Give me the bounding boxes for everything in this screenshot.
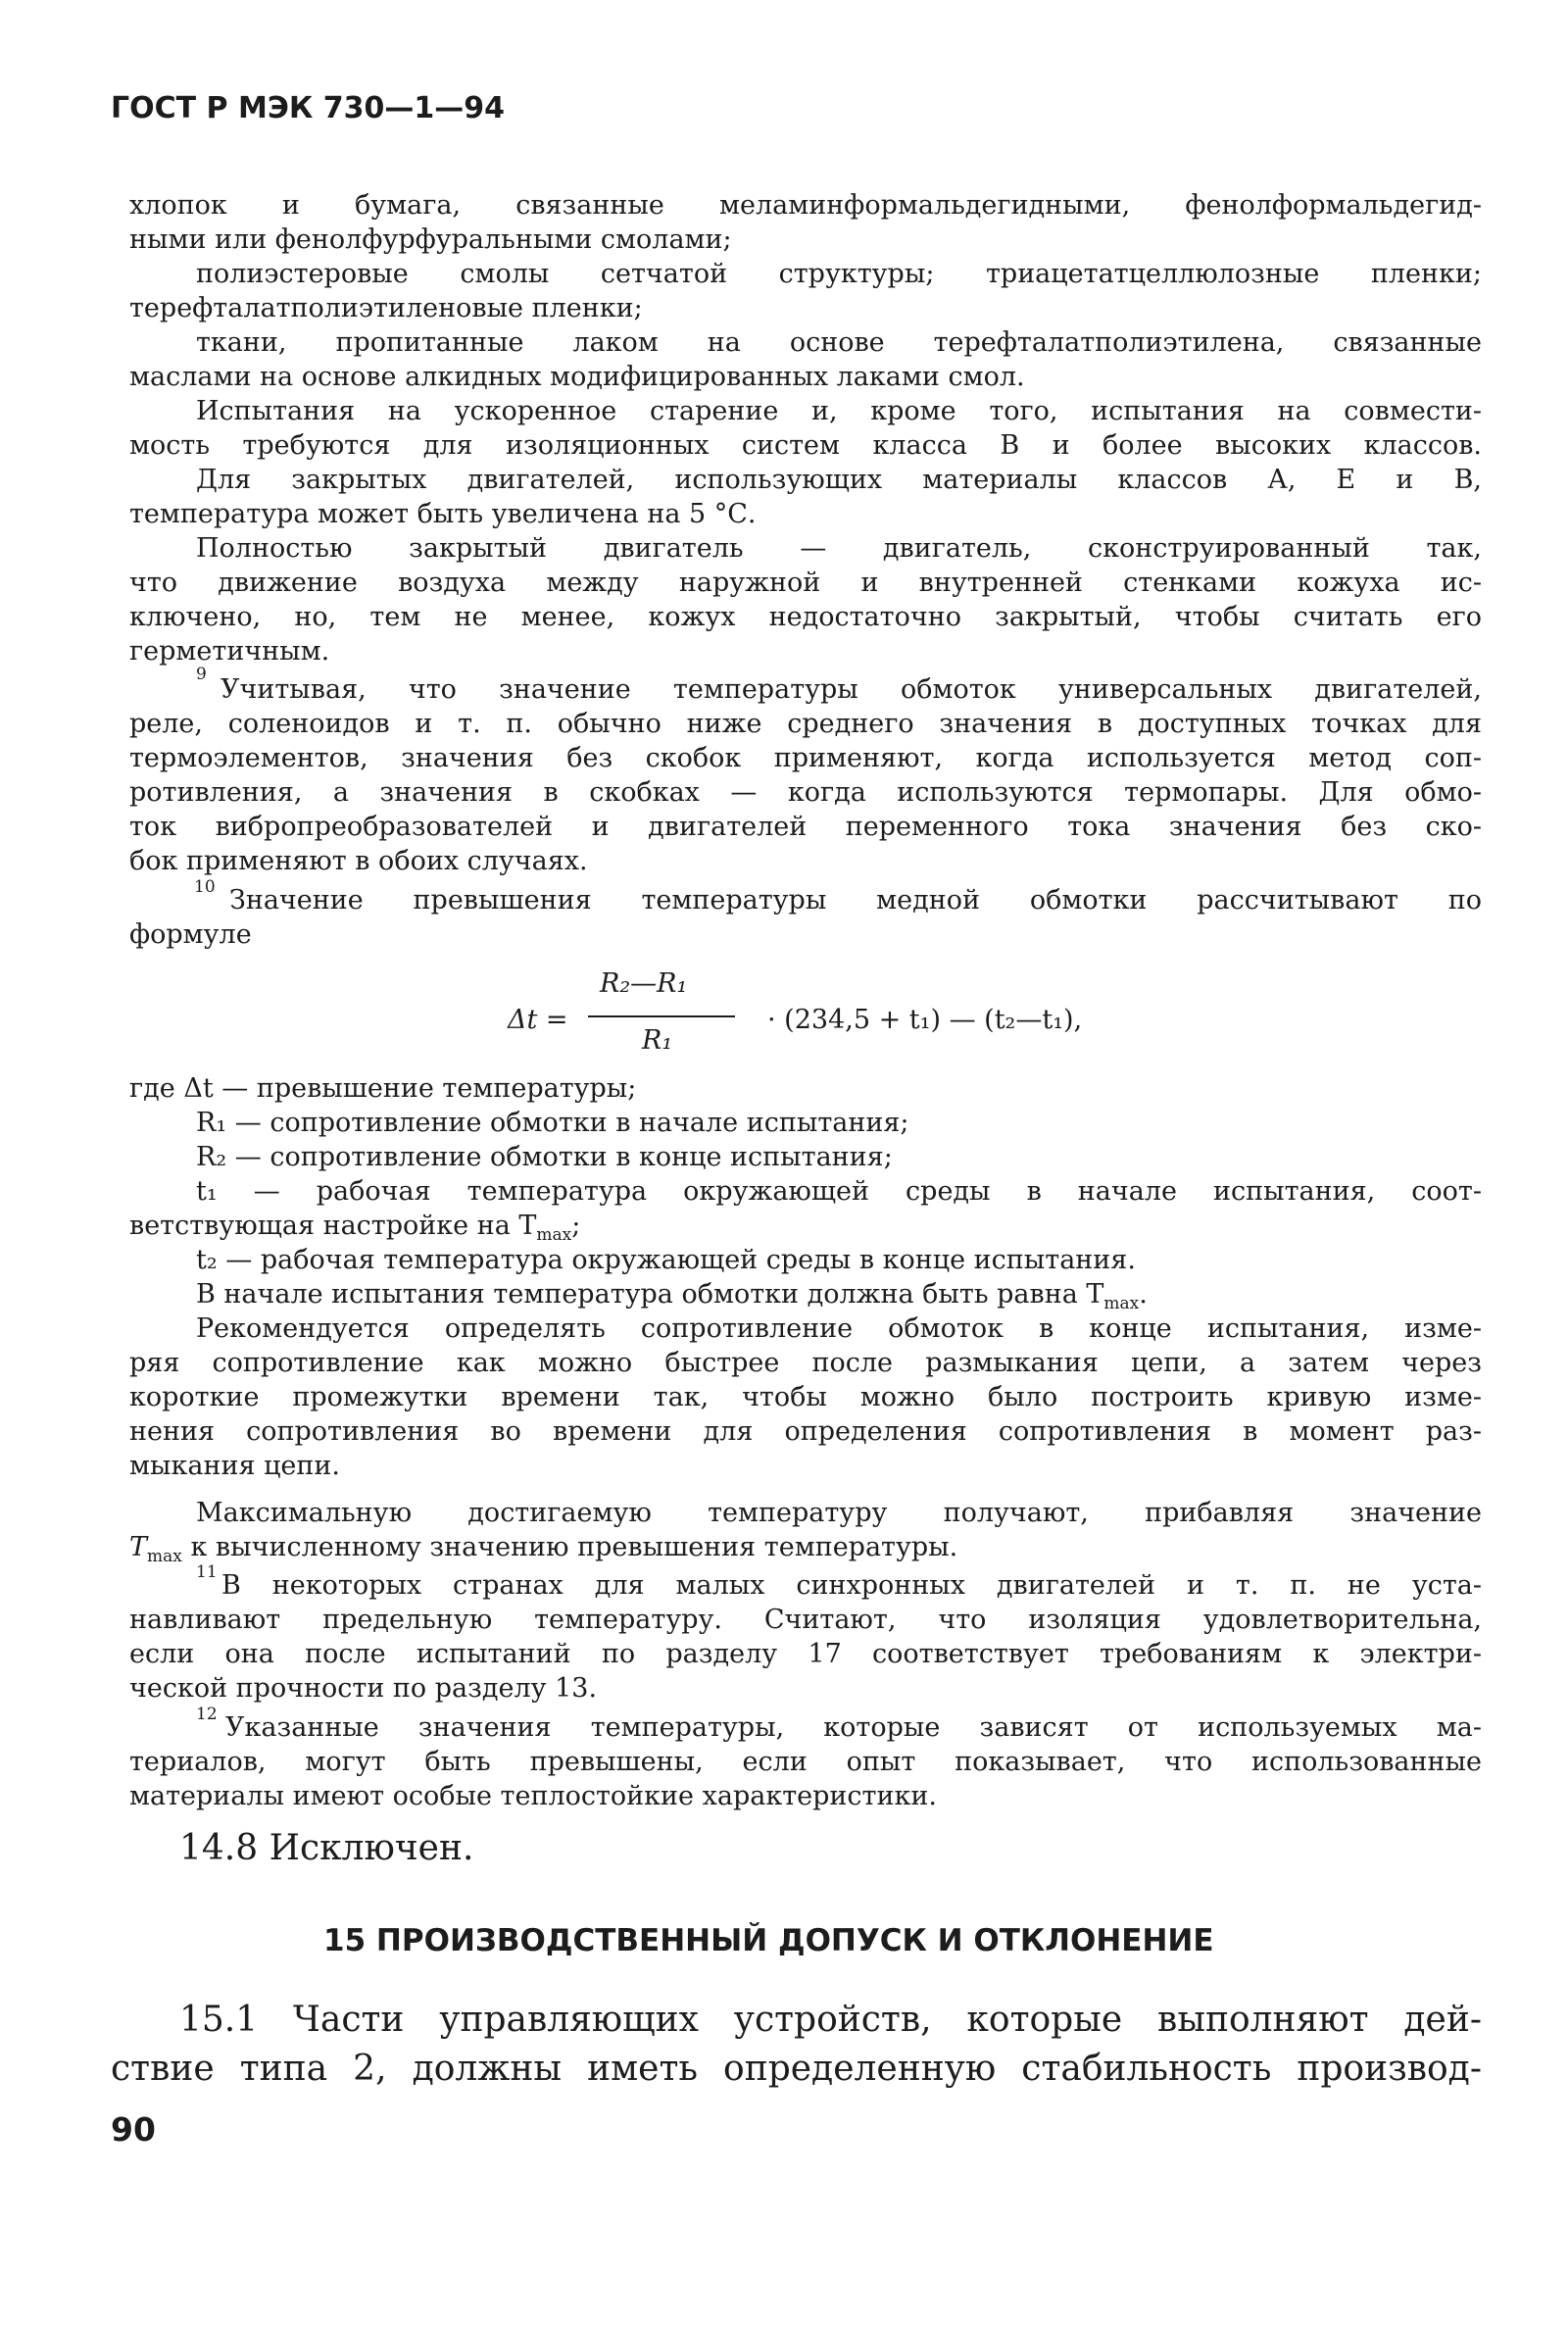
where-line: R₁ — сопротивление обмотки в начале испытания;: [196, 1108, 909, 1138]
footnote-marker-10: 10: [194, 877, 216, 897]
text-line: $T_{max}$ к вычисленному значению превышения температуры.: [129, 1532, 958, 1566]
text-line: хлопок и бумага, связанные меламинформальдегидными, фенолформальдегид-: [129, 190, 1482, 221]
text-line: Для закрытых двигателей, использующих материалы классов А, Е и В,: [196, 465, 1482, 495]
text-line: Максимальную достигаемую температуру получают, прибавляя значение: [196, 1498, 1482, 1528]
where-line: t₁ — рабочая температура окружающей среды в начале испытания, соот-: [196, 1176, 1482, 1207]
text-line: ными или фенолфурфуральными смолами;: [129, 224, 732, 255]
text-line: ключено, но, тем не менее, кожух недостаточно закрытый, чтобы считать его: [129, 602, 1482, 632]
text-line: Испытания на ускоренное старение и, кроме того, испытания на совмести-: [196, 396, 1482, 426]
text-line: Рекомендуется определять сопротивление обмоток в конце испытания, изме-: [196, 1313, 1482, 1344]
running-header: ГОСТ Р МЭК 730—1—94: [111, 91, 506, 125]
text-line: мость требуются для изоляционных систем класса В и более высоких классов.: [129, 430, 1482, 461]
text-line: ческой прочности по разделу 13.: [129, 1673, 598, 1704]
text-line: температура может быть увеличена на 5 °С.: [129, 499, 757, 529]
text-line: мыкания цепи.: [129, 1451, 340, 1481]
where-line: ветствующая настройке на $T_{max}$;: [129, 1211, 581, 1245]
where-line: где Δt — превышение температуры;: [129, 1073, 637, 1104]
formula-rhs: · (234,5 + t₁) — (t₂—t₁),: [767, 1005, 1083, 1035]
text-line: бок применяют в обоих случаях.: [129, 846, 588, 876]
footnote-marker-12: 12: [196, 1705, 218, 1724]
text-line: полиэстеровые смолы сетчатой структуры; триацетатцеллюлозные пленки;: [196, 259, 1482, 289]
text-line: что движение воздуха между наружной и внутренней стенками кожуха ис-: [129, 568, 1482, 598]
text-line: реле, соленоидов и т. п. обычно ниже среднего значения в доступных точках для: [129, 709, 1482, 739]
where-line: t₂ — рабочая температура окружающей среды в конце испытания.: [196, 1245, 1136, 1275]
fraction-bar: [588, 1015, 735, 1017]
text-line: Учитывая, что значение температуры обмоток универсальных двигателей,: [220, 674, 1482, 705]
formula-denominator: R₁: [642, 1025, 673, 1056]
formula-lhs: Δt =: [508, 1005, 568, 1035]
footnote-marker-9: 9: [196, 665, 207, 684]
text-line: терефталатполиэтиленовые пленки;: [129, 293, 643, 323]
text-line: короткие промежутки времени так, чтобы можно было построить кривую изме-: [129, 1382, 1482, 1412]
text-line: нения сопротивления во времени для определения сопротивления в момент раз-: [129, 1416, 1482, 1447]
clause-14-8: 14.8 Исключен.: [179, 1828, 474, 1868]
text-line: Значение превышения температуры медной обмотки рассчитывают по: [229, 885, 1482, 915]
text-line: формуле: [129, 919, 252, 950]
text-line: герметичным.: [129, 636, 330, 667]
text-line: В некоторых странах для малых синхронных двигателей и т. п. не уста-: [221, 1570, 1482, 1601]
page-number: 90: [111, 2110, 156, 2149]
text-line: навливают предельную температуру. Считают, что изоляция удовлетворительна,: [129, 1605, 1482, 1635]
clause-15-1-line: 15.1 Части управляющих устройств, которые выполняют дей-: [179, 2000, 1482, 2040]
text-line: териалов, могут быть превышены, если опыт показывает, что использованные: [129, 1747, 1482, 1777]
text-line: термоэлементов, значения без скобок применяют, когда используется метод соп-: [129, 743, 1482, 773]
text-line: ткани, пропитанные лаком на основе терефталатполиэтилена, связанные: [196, 327, 1482, 358]
where-line: В начале испытания температура обмотки должна быть равна $T_{max}$.: [196, 1279, 1148, 1313]
footnote-marker-11: 11: [196, 1562, 218, 1582]
clause-15-1-line: ствие типа 2, должны иметь определенную стабильность производ-: [111, 2049, 1482, 2089]
text-line: Полностью закрытый двигатель — двигатель, сконструированный так,: [196, 533, 1482, 564]
text-line: ток вибропреобразователей и двигателей переменного тока значения без ско-: [129, 812, 1482, 842]
section-heading: 15 ПРОИЗВОДСТВЕННЫЙ ДОПУСК И ОТКЛОНЕНИЕ: [323, 1923, 1214, 1958]
text-line: материалы имеют особые теплостойкие характеристики.: [129, 1781, 937, 1811]
where-line: R₂ — сопротивление обмотки в конце испытания;: [196, 1142, 893, 1172]
text-line: ротивления, а значения в скобках — когда используются термопары. Для обмо-: [129, 777, 1482, 808]
formula-numerator: R₂—R₁: [600, 968, 688, 999]
text-line: ряя сопротивление как можно быстрее после размыкания цепи, а затем через: [129, 1348, 1482, 1378]
text-line: маслами на основе алкидных модифицированных лаками смол.: [129, 362, 1025, 392]
text-line: если она после испытаний по разделу 17 соответствует требованиям к электри-: [129, 1639, 1482, 1669]
text-line: Указанные значения температуры, которые зависят от используемых ма-: [225, 1712, 1482, 1743]
